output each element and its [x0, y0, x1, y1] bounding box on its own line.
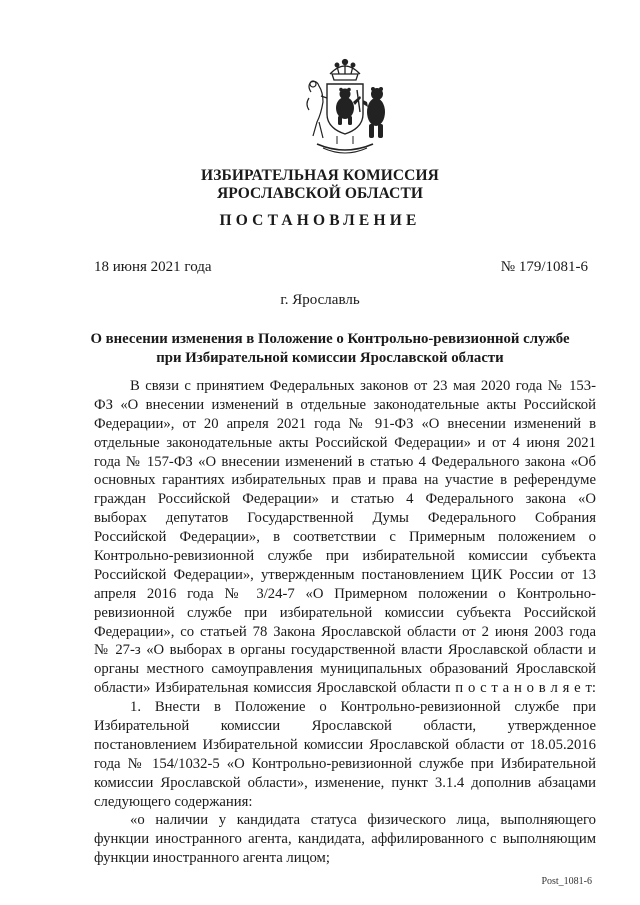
- body-line: «о наличии у кандидата статуса физического лица, выполняющего: [130, 812, 596, 829]
- body-line: функции иностранного агента, кандидата, аффилированного с выполняющим: [94, 831, 596, 848]
- body-line: Контрольно-ревизионной службе при избирательной комиссии субъекта: [94, 548, 596, 565]
- body-line: функции иностранного агента лицом;: [94, 850, 330, 867]
- body-line: выборах депутатов Государственной Думы Федерального Собрания: [94, 510, 596, 527]
- body-line: апреля 2016 года № 3/24-7 «О Примерном положении о Контрольно-: [94, 585, 596, 602]
- body-line: постановлением Избирательной комиссии Ярославской области от 18.05.2016: [94, 736, 596, 753]
- body-line: области» Избирательная комиссия Ярославской области п о с т а н о в л я е т:: [94, 680, 596, 697]
- body-line: Российской Федерации», в соответствии с Примерным положением о: [94, 529, 596, 546]
- body-line: 1. Внести в Положение о Контрольно-ревизионной службе при: [130, 699, 596, 716]
- body-line: органы местного самоуправления муниципальных образований Ярославской: [94, 661, 596, 678]
- body-line: года № 154/1032-5 «О Контрольно-ревизионной службе при Избирательной: [94, 755, 596, 772]
- body-line: года № 157-ФЗ «О внесении изменений в статью 4 Федерального закона «Об: [94, 453, 596, 470]
- footer-document-code: Post_1081-6: [541, 876, 592, 887]
- body-line: ревизионной службе при избирательной комиссии субъекта Российской: [94, 604, 596, 621]
- body-line: Российской Федерации», утвержденным постановлением ЦИК России от 13: [94, 566, 596, 583]
- body-line: № 27-з «О выборах в органы государственной власти Ярославской области и: [94, 642, 596, 659]
- body-line: ФЗ «О внесении изменений в отдельные законодательные акты Российской: [94, 396, 596, 413]
- document-body: [94, 377, 596, 868]
- organization-name-line1: ИЗБИРАТЕЛЬНАЯ КОМИССИЯ: [201, 167, 439, 184]
- subject-line-1: О внесении изменения в Положение о Контрольно-ревизионной службе: [90, 331, 570, 347]
- body-line: В связи с принятием Федеральных законов от 23 мая 2020 года № 153-: [130, 378, 596, 394]
- body-line: основных гарантиях избирательных прав и права на участие в референдуме: [94, 472, 596, 489]
- document-type-title: ПОСТАНОВЛЕНИЕ: [219, 212, 421, 229]
- document-number: № 179/1081-6: [500, 259, 588, 275]
- document-date: 18 июня 2021 года: [94, 259, 212, 275]
- subject-line-2: при Избирательной комиссии Ярославской области: [156, 350, 504, 366]
- body-line: Избирательной комиссии Ярославской области, утвержденное: [94, 718, 596, 735]
- body-line: Федерации», со статьей 78 Закона Ярославской области от 2 июня 2003 года: [94, 623, 596, 640]
- yaroslavl-coat-of-arms-icon: [297, 52, 393, 164]
- body-line: следующего содержания:: [94, 793, 253, 810]
- body-line: Федерации», от 20 апреля 2021 года № 91-ФЗ «О внесении изменений в: [94, 415, 596, 432]
- body-line: граждан Российской Федерации» и статью 4 Федерального закона «О: [94, 491, 596, 508]
- body-line: отдельные законодательные акты Российской Федерации» и от 4 июня 2021: [94, 434, 596, 451]
- body-line: комиссии Ярославской области», изменение, пункт 3.1.4 дополнив абзацами: [94, 774, 596, 791]
- organization-name-line2: ЯРОСЛАВСКОЙ ОБЛАСТИ: [216, 185, 424, 202]
- document-city: г. Ярославль: [280, 292, 360, 308]
